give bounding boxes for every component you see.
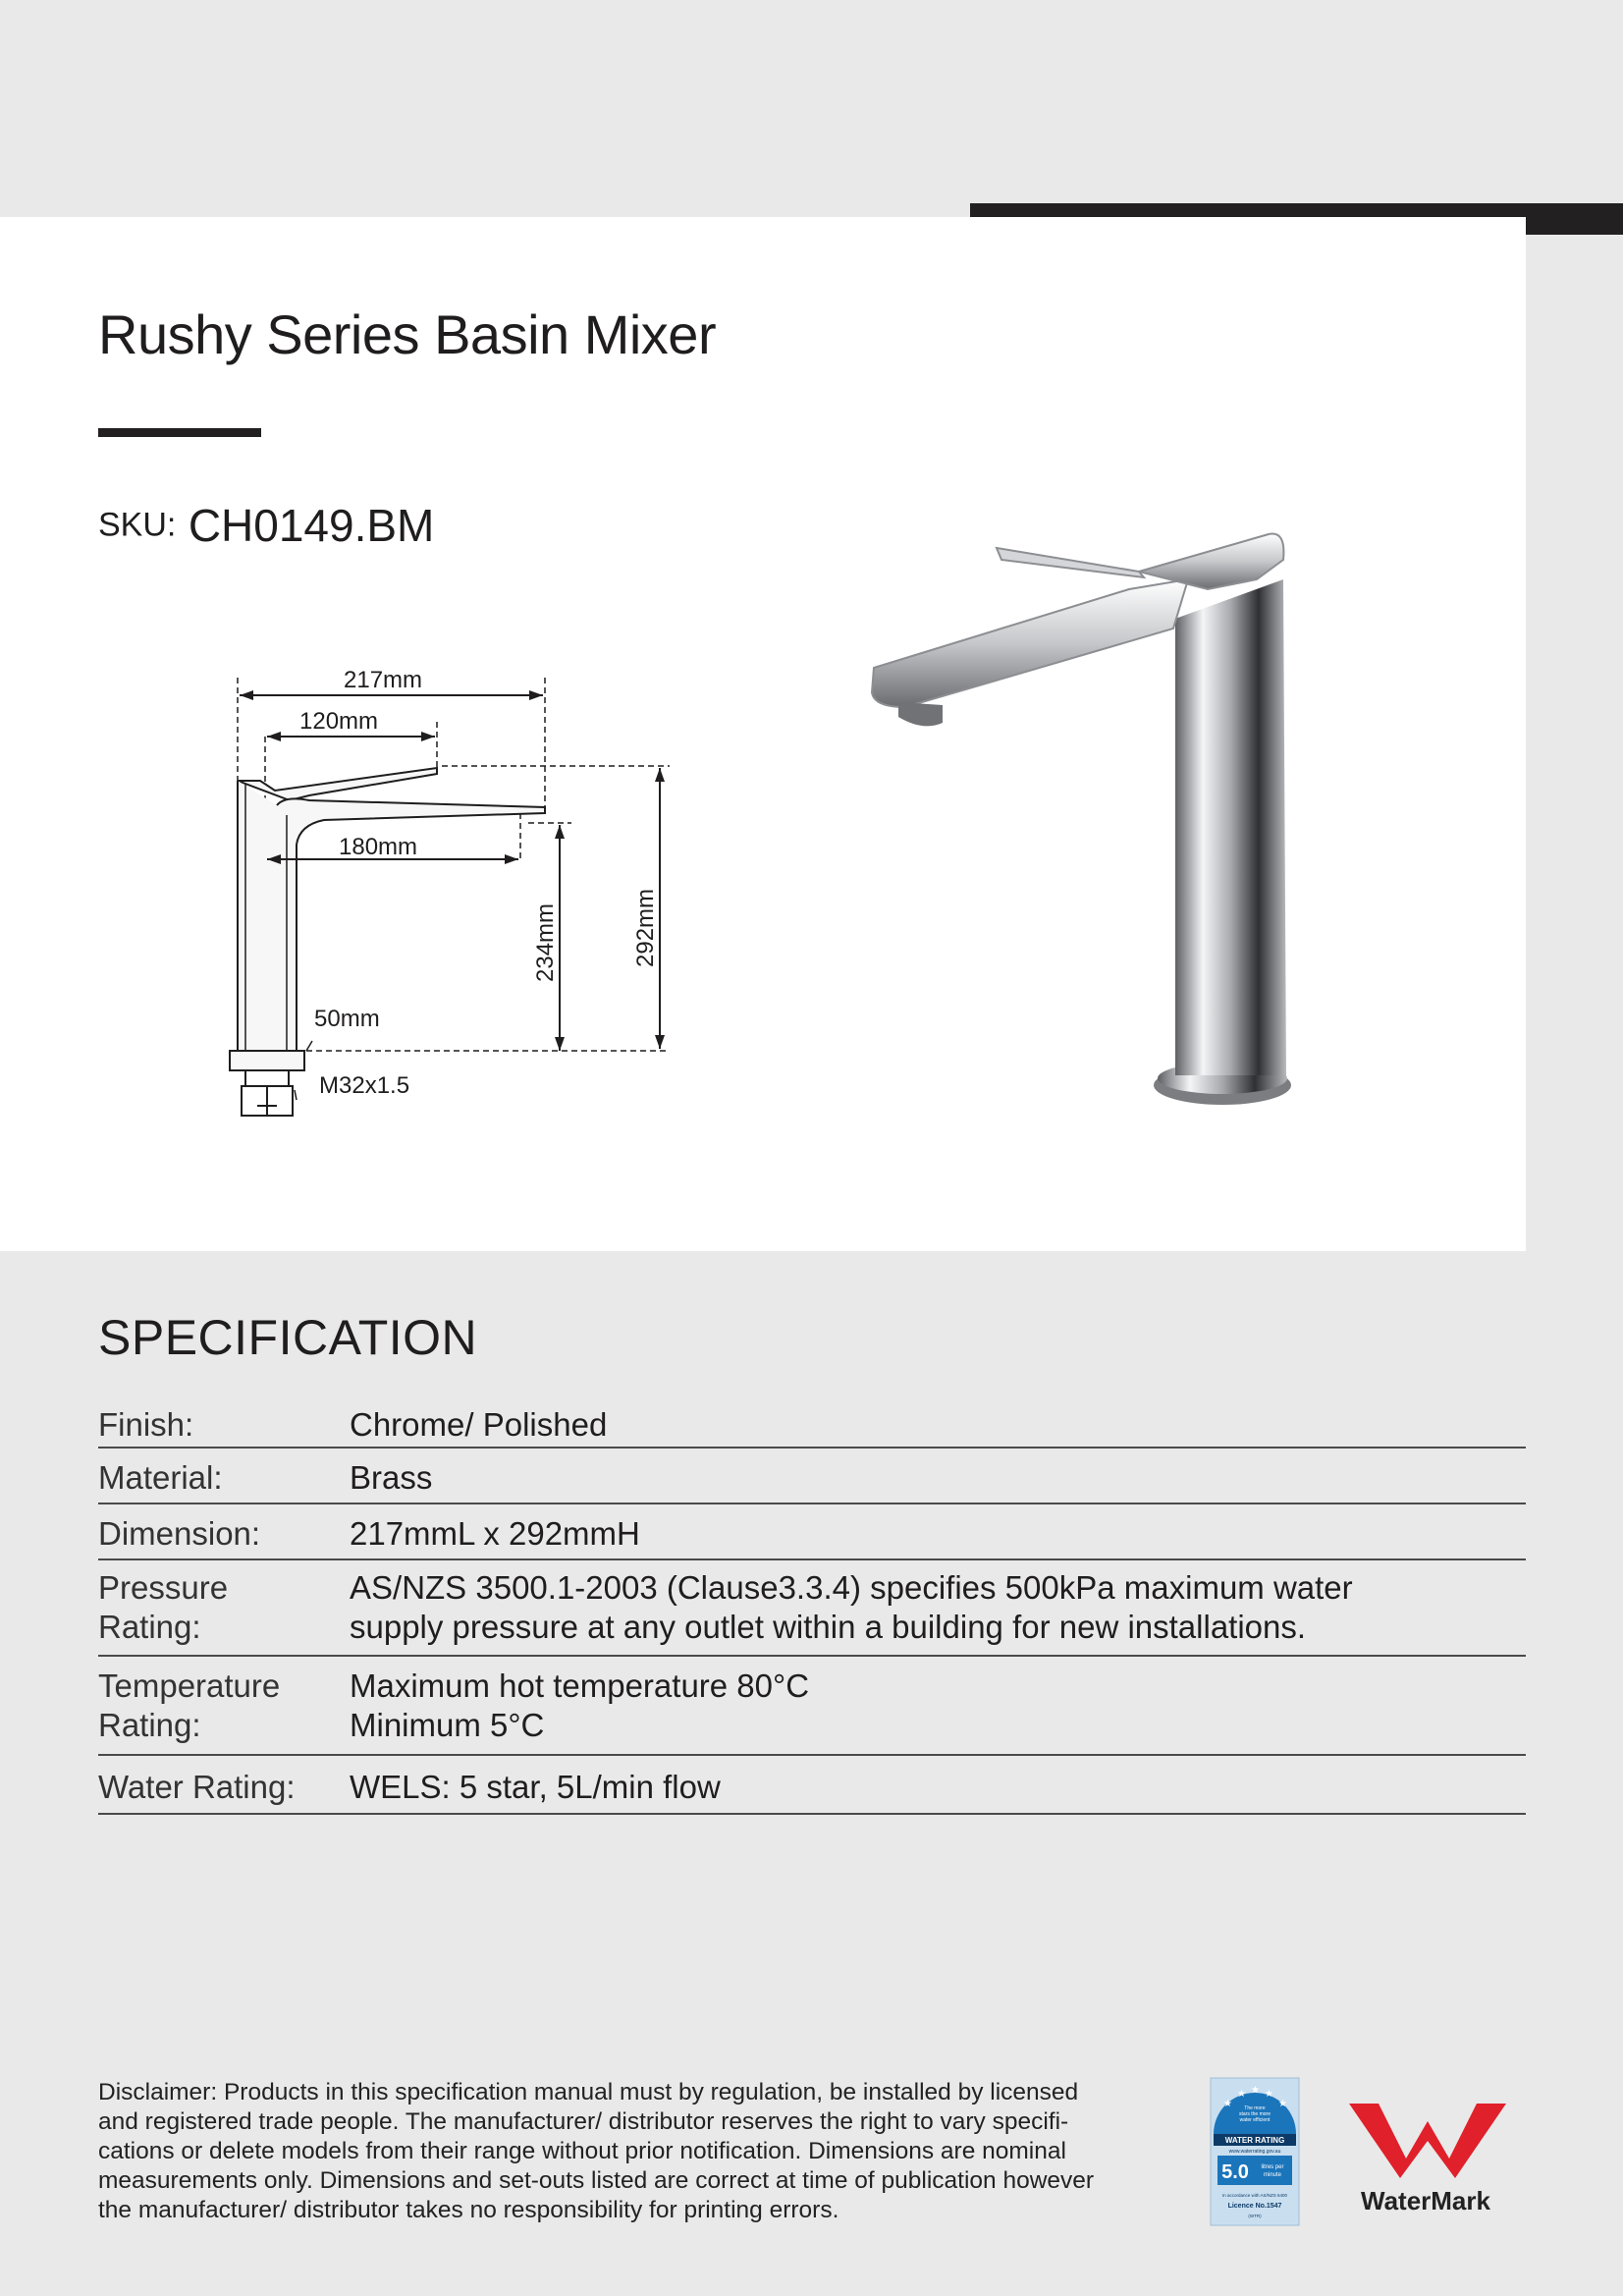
svg-text:www.waterrating.gov.au: www.waterrating.gov.au [1228, 2149, 1281, 2155]
svg-text:In accordance with AS/NZS 6400: In accordance with AS/NZS 6400 [1221, 2193, 1288, 2198]
sku-line [98, 499, 434, 552]
spec-value: Maximum hot temperature 80°C Minimum 5°C [350, 1667, 810, 1743]
svg-text:Licence No.1547: Licence No.1547 [1227, 2203, 1282, 2210]
dim-spout-label: 180mm [339, 834, 418, 860]
spec-value: AS/NZS 3500.1-2003 (Clause3.3.4) specifies 500kPa maximum water supply pressure at any outlet within a building for new installations. [350, 1569, 1353, 1645]
spec-label: Material: [98, 1459, 223, 1496]
svg-text:★: ★ [1237, 2089, 1246, 2100]
spec-value: Chrome/ Polished [350, 1406, 608, 1443]
spec-row-water-rating [98, 1756, 1526, 1815]
dim-lever-label: 120mm [299, 708, 379, 735]
svg-text:★: ★ [1223, 2099, 1232, 2109]
disclaimer-text: Disclaimer: Products in this specification manual must by regulation, be installed by licensed and registered trade people. The manufacturer/ distributor reserves the right to vary specifi- cations or delete models from their range without prior notification. Dimensions are nominal measurements only. Dimensions and set-outs listed are correct at time of publication however the manufacturer/ distributor takes no responsibility for printing errors. [98, 2079, 1095, 2223]
svg-text:minute: minute [1263, 2172, 1282, 2178]
page-title: Rushy Series Basin Mixer [98, 303, 717, 365]
svg-text:5.0: 5.0 [1221, 2161, 1249, 2183]
svg-text:litres per: litres per [1261, 2164, 1284, 2170]
specification-table [98, 1399, 1526, 1815]
spec-value: WELS: 5 star, 5L/min flow [350, 1769, 721, 1805]
faucet-illustration [872, 534, 1291, 1105]
svg-text:WATER RATING: WATER RATING [1224, 2136, 1285, 2145]
watermark-logo-text: WaterMark [1361, 2186, 1490, 2215]
spec-label: Finish: [98, 1406, 194, 1443]
spec-row-temperature [98, 1657, 1526, 1756]
svg-text:water efficient: water efficient [1239, 2117, 1271, 2123]
dimension-drawing [216, 658, 687, 1120]
svg-text:stars the more: stars the more [1239, 2111, 1271, 2117]
title-underline [98, 428, 261, 437]
product-photo [844, 530, 1316, 1120]
spec-value: Brass [350, 1459, 433, 1496]
spec-row-pressure [98, 1560, 1526, 1657]
header-band [0, 0, 1623, 217]
sku-label: SKU: [98, 506, 177, 544]
specification-heading: SPECIFICATION [98, 1310, 478, 1365]
svg-text:The more: The more [1244, 2105, 1266, 2111]
spec-row-material [98, 1449, 1526, 1504]
dim-thread-label: M32x1.5 [319, 1072, 410, 1099]
spec-value: 217mmL x 292mmH [350, 1515, 640, 1552]
spec-label: Dimension: [98, 1515, 261, 1552]
spec-label: Temperature Rating: [98, 1667, 281, 1743]
sku-value: CH0149.BM [188, 500, 435, 551]
spec-label: Pressure Rating: [98, 1569, 229, 1645]
watermark-logo-icon [1349, 2102, 1508, 2180]
spec-row-finish [98, 1399, 1526, 1449]
svg-text:★: ★ [1278, 2099, 1287, 2109]
dim-base-label: 50mm [314, 1006, 380, 1032]
dim-spout-height-label: 234mm [532, 902, 559, 982]
wels-rating-badge [1210, 2077, 1300, 2226]
dim-overall-label: 217mm [344, 667, 423, 693]
spec-label: Water Rating: [98, 1769, 296, 1805]
dim-total-height-label: 292mm [632, 888, 659, 967]
svg-text:(WTR): (WTR) [1248, 2214, 1262, 2218]
svg-text:★: ★ [1265, 2089, 1273, 2100]
svg-text:★: ★ [1251, 2085, 1260, 2096]
spec-row-dimension [98, 1504, 1526, 1560]
